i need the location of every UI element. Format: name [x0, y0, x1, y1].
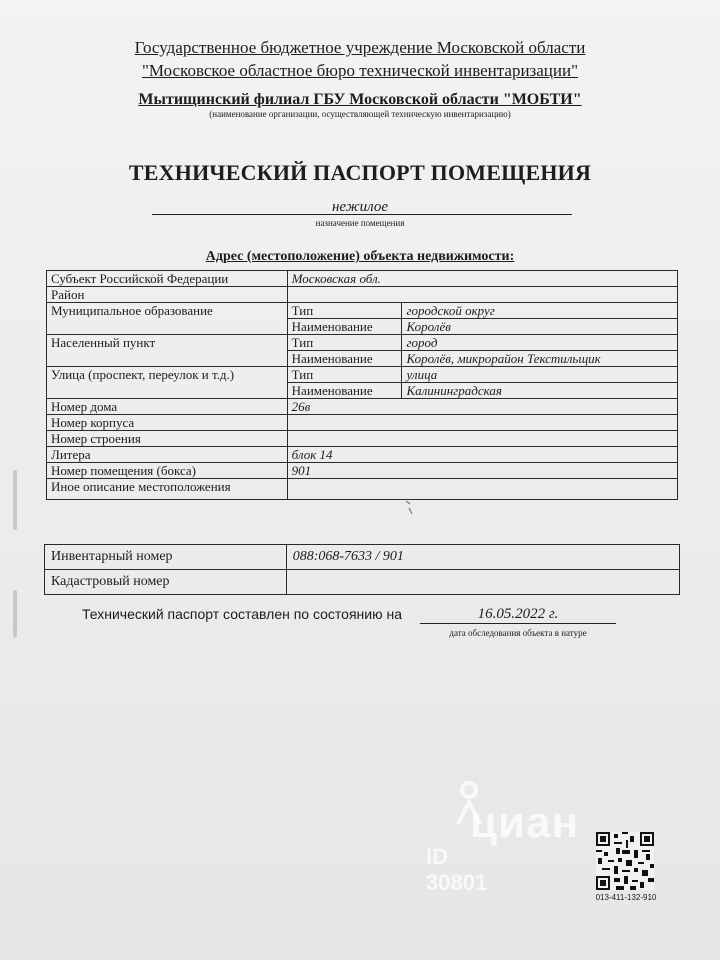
street-name-label: Наименование: [287, 383, 402, 399]
table-row: [47, 303, 678, 319]
purpose-value: нежилое: [331, 199, 389, 215]
watermark-id: ID 30801: [426, 844, 488, 895]
cadastral-value: [286, 570, 679, 595]
other-value: [287, 479, 677, 500]
punch-hole-mark: [13, 470, 17, 530]
street-name-value: Калининградская: [402, 383, 678, 399]
other-label: Иное описание местоположения: [47, 479, 288, 500]
state-text: Технический паспорт составлен по состоянию на: [82, 606, 403, 622]
qr-code-icon: [596, 832, 654, 890]
table-row: [45, 570, 680, 595]
document-title: ТЕХНИЧЕСКИЙ ПАСПОРТ ПОМЕЩЕНИЯ: [128, 160, 592, 185]
address-heading: Адрес (местоположение) объекта недвижимости:: [205, 249, 515, 264]
inventory-value: 088:068-7633 / 901: [286, 545, 679, 570]
locality-type-label: Тип: [287, 335, 402, 351]
district-value: [287, 287, 677, 303]
locality-name-value: Королёв, микрорайон Текстильщик: [402, 351, 678, 367]
subject-value: Московская обл.: [287, 271, 677, 287]
district-label: Район: [47, 287, 288, 303]
table-row: [47, 463, 678, 479]
organization-name-line2: "Московское областное бюро технической инвентаризации": [141, 61, 579, 80]
street-label: Улица (проспект, переулок и т.д.): [47, 367, 288, 399]
municipal-name-value: Королёв: [402, 319, 678, 335]
address-table: [46, 270, 678, 500]
qr-number: 013-411-132-910: [595, 893, 657, 902]
municipal-name-label: Наименование: [287, 319, 402, 335]
punch-hole-mark: [13, 590, 17, 638]
structure-value: [287, 431, 677, 447]
table-row: [47, 479, 678, 500]
structure-label: Номер строения: [47, 431, 288, 447]
branch-name: Мытищинский филиал ГБУ Московской области "МОБТИ": [138, 91, 582, 108]
street-type-label: Тип: [287, 367, 402, 383]
table-row: [47, 399, 678, 415]
street-type-value: улица: [402, 367, 678, 383]
table-row: [47, 271, 678, 287]
cadastral-label: Кадастровый номер: [45, 570, 287, 595]
table-row: [47, 335, 678, 351]
municipal-type-value: городской округ: [402, 303, 678, 319]
house-value: 26в: [287, 399, 677, 415]
table-row: [47, 287, 678, 303]
survey-date: 16.05.2022 г.: [420, 606, 616, 624]
litera-label: Литера: [47, 447, 288, 463]
purpose-note: назначение помещения: [315, 218, 405, 228]
room-value: 901: [287, 463, 677, 479]
watermark-logo: циан: [470, 798, 580, 847]
table-row: [47, 431, 678, 447]
identifiers-table: [44, 544, 680, 595]
locality-label: Населенный пункт: [47, 335, 288, 367]
building-value: [287, 415, 677, 431]
survey-date-note: дата обследования объекта в натуре: [449, 628, 587, 638]
litera-value: блок 14: [287, 447, 677, 463]
locality-type-value: город: [402, 335, 678, 351]
table-row: [47, 367, 678, 383]
municipal-type-label: Тип: [287, 303, 402, 319]
building-label: Номер корпуса: [47, 415, 288, 431]
locality-name-label: Наименование: [287, 351, 402, 367]
room-label: Номер помещения (бокса): [47, 463, 288, 479]
table-row: [47, 415, 678, 431]
subject-label: Субъект Российской Федерации: [47, 271, 288, 287]
table-row: [45, 545, 680, 570]
municipal-label: Муниципальное образование: [47, 303, 288, 335]
ink-speck: [402, 498, 416, 518]
inventory-label: Инвентарный номер: [45, 545, 287, 570]
organization-name: Государственное бюджетное учреждение Московской области: [134, 38, 586, 57]
branch-note: (наименование организации, осуществляющей техническую инвентаризацию): [209, 109, 511, 119]
house-label: Номер дома: [47, 399, 288, 415]
table-row: [47, 447, 678, 463]
purpose-underline: [152, 214, 572, 215]
